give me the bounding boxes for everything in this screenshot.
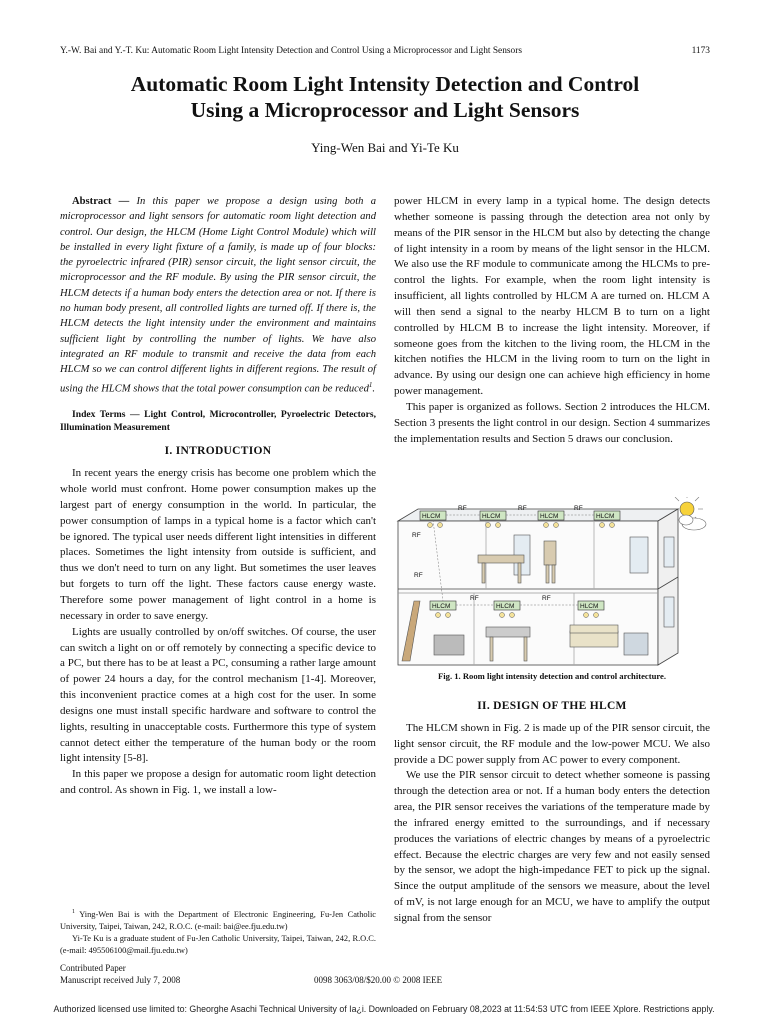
running-title: Y.-W. Bai and Y.-T. Ku: Automatic Room Light Intensity Detection and Control Using a Microprocessor and Light Sensors bbox=[60, 46, 522, 56]
right-paragraph-2: This paper is organized as follows. Section 2 introduces the HLCM. Section 3 presents the light control in our design. Section 4 summarizes the implementation results and Section 5 draws our conclusion. bbox=[394, 400, 710, 445]
figure-caption: Fig. 1. Room light intensity detection and control architecture. bbox=[438, 671, 666, 681]
issn-copyright: 0098 3063/08/$20.00 © 2008 IEEE bbox=[314, 975, 443, 985]
design-paragraph-1: The HLCM shown in Fig. 2 is made up of the PIR sensor circuit, the light sensor circuit, the RF module and the low-power MCU. We also provide a DC power supply from AC power to every component. bbox=[394, 721, 710, 766]
intro-paragraph-3: In this paper we propose a design for automatic room light detection and control. As shown in Fig. 1, we install a low- bbox=[60, 768, 376, 797]
rf-label-2: RF bbox=[518, 505, 527, 512]
hlcm-label-3: HLCM bbox=[540, 513, 559, 520]
rf-label-1: RF bbox=[458, 505, 467, 512]
abstract-end: . bbox=[372, 383, 376, 395]
footnote-mark: 1 bbox=[72, 909, 75, 915]
authors: Ying-Wen Bai and Yi-Te Ku bbox=[311, 140, 459, 155]
running-header bbox=[60, 46, 710, 60]
rf-label-5: RF bbox=[414, 572, 423, 579]
rf-label-3: RF bbox=[574, 505, 583, 512]
paper-title bbox=[60, 71, 710, 123]
authorization-notice: Authorized licensed use limited to: Gheorghe Asachi Technical University of Ia¿i. Downloaded on February 08,2023 at 11:54:53 UTC from IEEE Xplore. Restrictions apply. bbox=[53, 1004, 715, 1014]
design-paragraph-2: We use the PIR sensor circuit to detect whether someone is passing through the detection area or not. If a human body enters the detection area, the PIR sensor receives the variations of the temperature made by the infrared energy emitted to the surroundings, and if necessary produces the variations of electric changes by means of a pyroelectric effect. Because the electric charges are very few and not easily sensed by the sensor, we adopt the high-impedance FET to pick up the signal. Since the output amplitude of the sensors we measure, about the level of mV, is not large enough for an MCU, we have to amplify the output signal from the sensor bbox=[394, 769, 710, 924]
title-line-2: Using a Microprocessor and Light Sensors bbox=[190, 98, 580, 122]
publication-meta bbox=[60, 962, 710, 987]
footnote-line-2: Yi-Te Ku is a graduate student of Fu-Jen Catholic University, Taipei, Taiwan, 242, R.O.C. (e-mail: 495506100@mail.fju.edu.tw) bbox=[60, 934, 376, 956]
architecture-figure bbox=[394, 497, 710, 667]
intro-paragraph-1: In recent years the energy crisis has become one problem which the whole world must confront. Home power consumption makes up the largest part of energy consumption in the world. In particular, the power consumption of lamps in a typical home is a factor which can't be ignored. The typical user needs different light intensities in different places. Sometimes the light intensity from outside is sufficient, and thus we don't need to turn on any light. But sometimes the user leaves but forgets to turn off the light. These factors cause energy waste. Therefore some power management of light control in a home is necessary in order to save energy. bbox=[60, 467, 376, 622]
hlcm-label-7: HLCM bbox=[580, 603, 599, 610]
rf-label-7: RF bbox=[542, 595, 551, 602]
abstract-footnote-mark: 1 bbox=[368, 380, 373, 389]
footnote bbox=[60, 906, 376, 958]
title-line-1: Automatic Room Light Intensity Detection and Control bbox=[130, 72, 640, 96]
hlcm-label-2: HLCM bbox=[482, 513, 501, 520]
left-column bbox=[60, 194, 376, 799]
contributed-paper: Contributed Paper bbox=[60, 963, 126, 973]
footnote-line-1: Ying-Wen Bai is with the Department of Electronic Engineering, Fu-Jen Catholic University, Taipei, Taiwan, 242, R.O.C. (e-mail: bai@ee.fju.edu.tw) bbox=[60, 909, 376, 931]
manuscript-received: Manuscript received July 7, 2008 bbox=[60, 975, 181, 986]
abstract-label: Abstract — bbox=[72, 196, 130, 207]
hlcm-label-1: HLCM bbox=[422, 513, 441, 520]
page-number: 1173 bbox=[691, 46, 710, 56]
cloud-icon bbox=[679, 515, 706, 530]
hlcm-modules-bottom bbox=[430, 601, 604, 610]
abstract bbox=[60, 194, 376, 396]
rf-label-6: RF bbox=[470, 595, 479, 602]
hlcm-label-4: HLCM bbox=[596, 513, 615, 520]
section-heading-design: II. DESIGN OF THE HLCM bbox=[477, 700, 627, 712]
right-column bbox=[394, 194, 710, 448]
section-heading-introduction: I. INTRODUCTION bbox=[164, 445, 272, 458]
right-column-lower bbox=[394, 697, 710, 927]
right-paragraph-1: power HLCM in every lamp in a typical home. The design detects whether someone is passing through the detection area not only by means of the PIR sensor in the HLCM but also by detecting the change of light intensity in a room by means of the light sensor in the HLCM. We also use the RF module to communicate among the HLCMs to pre-control the lights. For example, when the room light intensity is insufficient, all lights controlled by HLCM A are turned on. HLCM A will then send a signal to the nearby HLCM B to turn on a light controlled by HLCM B to increase the light intensity. Moreover, if someone goes from the kitchen to the living room, the HLCM in the kitchen notifies the HLCM in the living room to turn on the light in advance. By using our design one can achieve high efficiency in home power management. bbox=[394, 195, 710, 398]
intro-paragraph-2: Lights are usually controlled by on/off switches. Of course, the user can switch a light on or off remotely by connecting a specific device to a PC, but there has to be at least a PC, consuming a rather large amount of power 24 hours a day, for the control mechanism [1-4]. Moreover, this inconvenient practice comes at a high cost for the user. In some designs one must install specific hardware and software to control the lights, resulting in unacceptable costs. Furthermore this type of system cannot detect either the temperature of the human body or the room light intensity [5-8]. bbox=[60, 625, 376, 765]
index-terms: Index Terms — Light Control, Microcontroller, Pyroelectric Detectors, Illumination Measurement bbox=[60, 409, 376, 434]
hlcm-label-6: HLCM bbox=[496, 603, 515, 610]
hlcm-label-5: HLCM bbox=[432, 603, 451, 610]
abstract-text: In this paper we propose a design using both a microprocessor and light sensors for automatic room light detection and control. Our design, the HLCM (Home Light Control Module) which will be installed in every light fixture of a family, is made up of four blocks: the pyroelectric infrared (PIR) sensor circuit, the light sensor circuit, the microprocessor and the RF module. By using the PIR sensor circuit, the HLCM detects if a human body enters the detection area or not. If there is no human body present, all controlled lights are turned off. If there is, the HLCM detects the light intensity under the environment and maintains sufficient light by controlling the number of lights. We have also integrated an RF module to transmit and receive the data from each HLCM so we can control different lights in different regions. The result of using the HLCM shows that the total power consumption can be reduced bbox=[60, 196, 376, 395]
rf-label-4: RF bbox=[412, 532, 421, 539]
